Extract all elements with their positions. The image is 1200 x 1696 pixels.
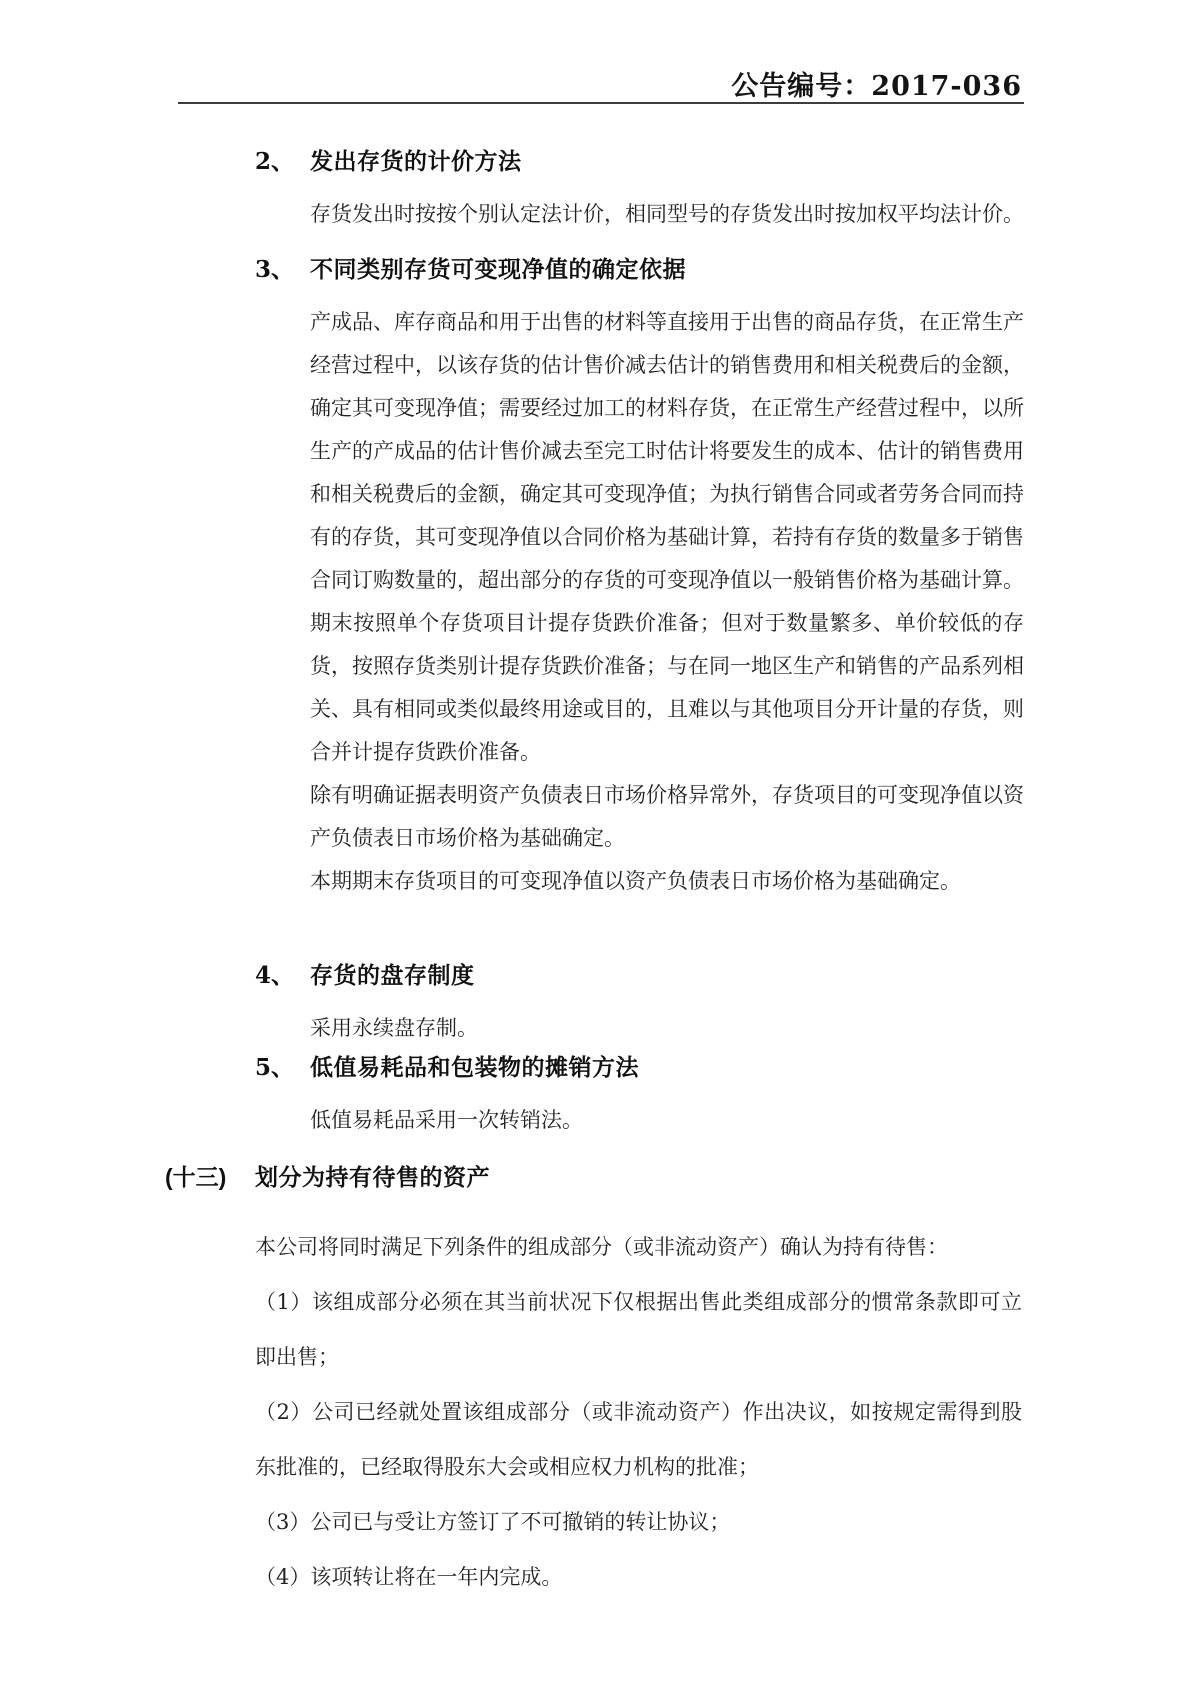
section-13 [165, 1162, 1022, 1605]
section-5-title: 低值易耗品和包装物的摊销方法 [310, 1054, 639, 1080]
section-3-number: 3、 [255, 256, 295, 283]
section-2-body [310, 193, 1024, 236]
section-5-body [310, 1099, 1024, 1142]
paragraph: 存货发出时按按个别认定法计价，相同型号的存货发出时按加权平均法计价。 [310, 202, 1024, 226]
header-divider [178, 102, 1024, 104]
section-2-heading [255, 146, 1022, 177]
section-13-body [255, 1220, 1022, 1605]
list-item-3: （3）公司已与受让方签订了不可撤销的转让协议； [255, 1510, 731, 1534]
paragraph: 除有明确证据表明资产负债表日市场价格异常外，存货项目的可变现净值以资产负债表日市场价格为基础确定。 [310, 783, 1024, 850]
section-3-body [310, 301, 1024, 903]
section-2-title: 发出存货的计价方法 [310, 148, 522, 174]
paragraph: 采用永续盘存制。 [310, 1016, 478, 1040]
section-5-heading [255, 1052, 1022, 1083]
section-2-number: 2、 [255, 148, 295, 175]
section-4-number: 4、 [255, 962, 295, 989]
section-3-heading [255, 254, 1022, 285]
paragraph: 产成品、库存商品和用于出售的材料等直接用于出售的商品存货，在正常生产经营过程中，以该存货的估计售价减去估计的销售费用和相关税费后的金额，确定其可变现净值；需要经过加工的材料存货，在正常生产经营过程中，以所生产的产成品的估计售价减去至完工时估计将要发生的成本、估计的销售费用和相关税费后的金额，确定其可变现净值；为执行销售合同或者劳务合同而持有的存货，其可变现净值以合同价格为基础计算，若持有存货的数量多于销售合同订购数量的，超出部分的存货的可变现净值以一般销售价格为基础计算。期末按照单个存货项目计提存货跌价准备；但对于数量繁多、单价较低的存货，按照存货类别计提存货跌价准备；与在同一地区生产和销售的产品系列相关、具有相同或类似最终用途或目的，且难以与其他项目分开计量的存货，则合并计提存货跌价准备。 [310, 310, 1024, 764]
section-4-body [310, 1007, 1024, 1050]
section-3 [255, 254, 1022, 903]
section-13-number: (十三) [165, 1164, 227, 1190]
section-4 [255, 960, 1022, 1050]
list-item-4: （4）该项转让将在一年内完成。 [255, 1565, 563, 1589]
list-item-1: （1）该组成部分必须在其当前状况下仅根据出售此类组成部分的惯常条款即可立即出售； [255, 1290, 1022, 1369]
section-13-heading [165, 1162, 1022, 1192]
section-5-number: 5、 [255, 1054, 295, 1081]
paragraph: 本期期末存货项目的可变现净值以资产负债表日市场价格为基础确定。 [310, 869, 961, 893]
section-4-heading [255, 960, 1022, 991]
announcement-number: 公告编号：2017-036 [731, 71, 1022, 102]
section-13-title: 划分为持有待售的资产 [255, 1164, 490, 1190]
section-4-title: 存货的盘存制度 [310, 962, 475, 988]
paragraph: 本公司将同时满足下列条件的组成部分（或非流动资产）确认为持有待售： [255, 1235, 948, 1259]
section-3-title: 不同类别存货可变现净值的确定依据 [310, 256, 686, 282]
section-5 [255, 1052, 1022, 1142]
paragraph: 低值易耗品采用一次转销法。 [310, 1108, 583, 1132]
section-2 [255, 146, 1022, 236]
list-item-2: （2）公司已经就处置该组成部分（或非流动资产）作出决议，如按规定需得到股东批准的，已经取得股东大会或相应权力机构的批准； [255, 1400, 1022, 1479]
